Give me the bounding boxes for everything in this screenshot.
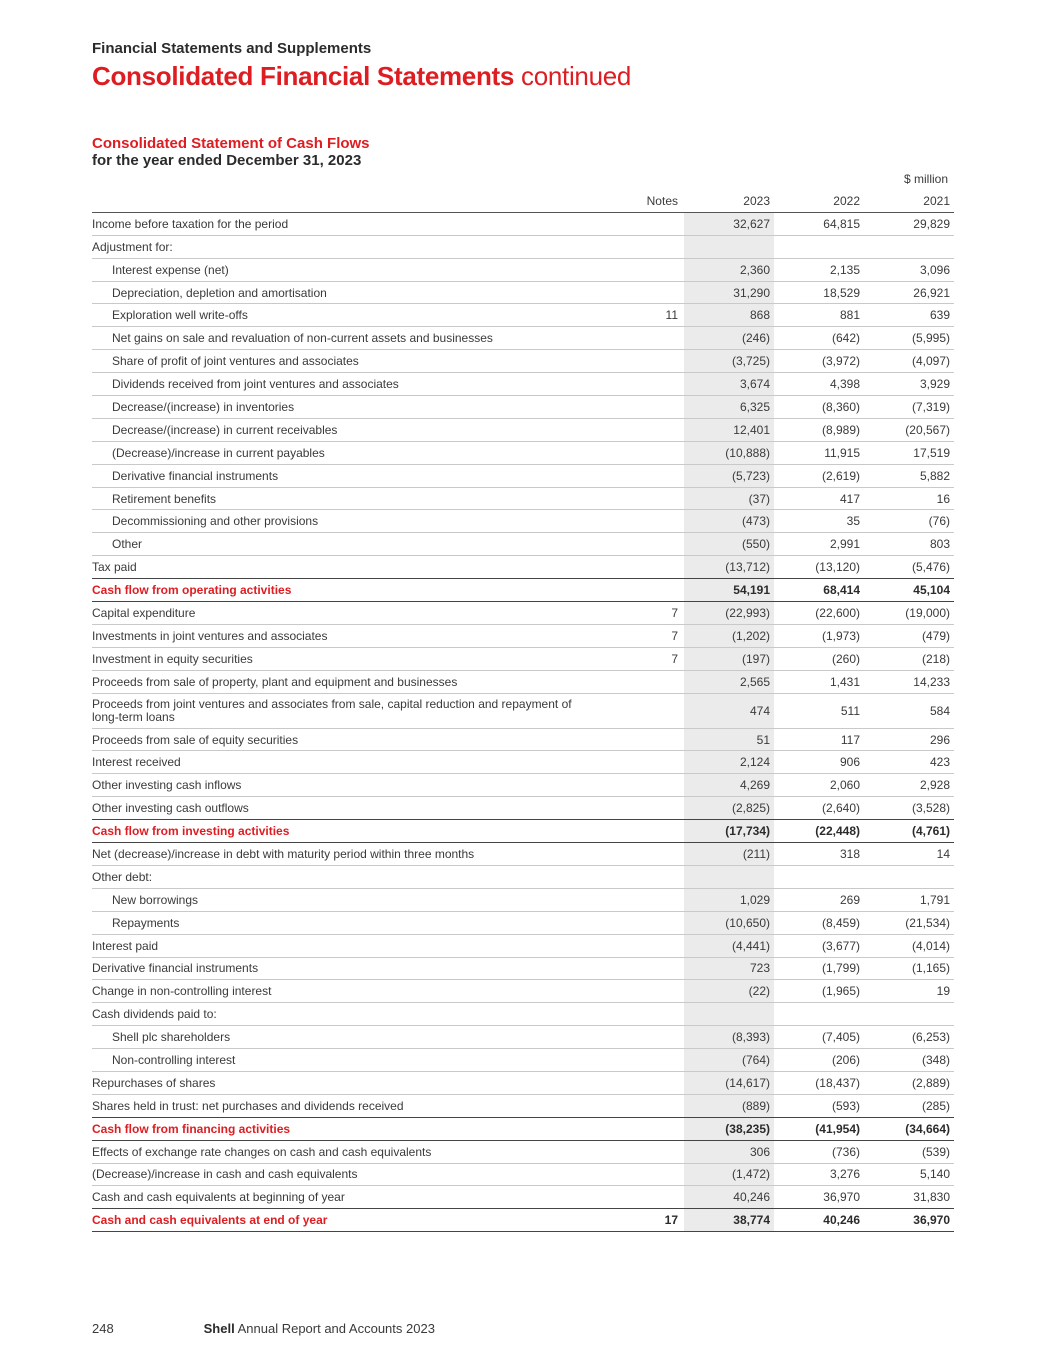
row-value-2021: 3,929 (864, 373, 954, 396)
row-value-2023: 2,124 (684, 751, 774, 774)
table-row (92, 693, 954, 728)
row-label: Cash flow from investing activities (92, 820, 582, 843)
row-value-2022: (13,120) (774, 556, 864, 579)
row-value-2021: 26,921 (864, 281, 954, 304)
table-row (92, 1094, 954, 1117)
row-notes (582, 1140, 684, 1163)
row-value-2023: (13,712) (684, 556, 774, 579)
table-row (92, 1071, 954, 1094)
row-value-2021 (864, 865, 954, 888)
row-notes (582, 1163, 684, 1186)
report-name: Annual Report and Accounts 2023 (237, 1321, 435, 1336)
row-notes (582, 797, 684, 820)
row-value-2023: (38,235) (684, 1117, 774, 1140)
row-value-2023: (10,888) (684, 441, 774, 464)
row-value-2022: (1,799) (774, 957, 864, 980)
row-value-2023: 3,674 (684, 373, 774, 396)
row-value-2022: 11,915 (774, 441, 864, 464)
row-label: Interest expense (net) (92, 258, 582, 281)
row-value-2022: 881 (774, 304, 864, 327)
table-row (92, 728, 954, 751)
row-label: Depreciation, depletion and amortisation (92, 281, 582, 304)
row-value-2023 (684, 1003, 774, 1026)
row-notes (582, 441, 684, 464)
table-row (92, 670, 954, 693)
total-row (92, 579, 954, 602)
row-value-2022: 18,529 (774, 281, 864, 304)
row-value-2021: 584 (864, 693, 954, 728)
table-header-row (92, 190, 954, 212)
row-value-2021: (1,165) (864, 957, 954, 980)
row-label: Decommissioning and other provisions (92, 510, 582, 533)
row-value-2023: 2,565 (684, 670, 774, 693)
row-label: Decrease/(increase) in current receivables (92, 418, 582, 441)
row-label: Interest received (92, 751, 582, 774)
row-value-2022: (2,619) (774, 464, 864, 487)
row-label: Derivative financial instruments (92, 464, 582, 487)
table-row (92, 304, 954, 327)
row-value-2021: (2,889) (864, 1071, 954, 1094)
row-value-2021 (864, 1003, 954, 1026)
row-value-2021: (6,253) (864, 1026, 954, 1049)
row-notes (582, 327, 684, 350)
total-row (92, 820, 954, 843)
table-row (92, 373, 954, 396)
page-footer (92, 1321, 435, 1336)
table-row (92, 797, 954, 820)
row-notes: 7 (582, 602, 684, 625)
table-row (92, 212, 954, 235)
row-value-2022: (3,677) (774, 934, 864, 957)
row-value-2021: (218) (864, 647, 954, 670)
row-value-2023: 2,360 (684, 258, 774, 281)
row-value-2023: (22,993) (684, 602, 774, 625)
row-value-2021: (3,528) (864, 797, 954, 820)
row-value-2022: (7,405) (774, 1026, 864, 1049)
table-row (92, 327, 954, 350)
row-label: Cash and cash equivalents at beginning of year (92, 1186, 582, 1209)
row-value-2022: (642) (774, 327, 864, 350)
row-value-2021: 31,830 (864, 1186, 954, 1209)
row-value-2022: 117 (774, 728, 864, 751)
table-row (92, 441, 954, 464)
row-value-2022: 35 (774, 510, 864, 533)
row-value-2022: 40,246 (774, 1209, 864, 1232)
row-value-2023: (14,617) (684, 1071, 774, 1094)
row-value-2023: (37) (684, 487, 774, 510)
row-value-2023: (473) (684, 510, 774, 533)
row-notes (582, 1003, 684, 1026)
row-value-2022: (8,459) (774, 911, 864, 934)
table-row (92, 487, 954, 510)
row-notes (582, 373, 684, 396)
row-value-2022: (2,640) (774, 797, 864, 820)
row-value-2021: (21,534) (864, 911, 954, 934)
row-value-2023: (764) (684, 1049, 774, 1072)
row-notes (582, 510, 684, 533)
row-notes (582, 751, 684, 774)
row-value-2022: 2,135 (774, 258, 864, 281)
row-value-2022: (3,972) (774, 350, 864, 373)
row-notes (582, 820, 684, 843)
table-row (92, 774, 954, 797)
row-label: Proceeds from sale of property, plant and equipment and businesses (92, 670, 582, 693)
row-value-2023 (684, 235, 774, 258)
row-value-2022: 906 (774, 751, 864, 774)
table-row (92, 934, 954, 957)
row-value-2023: 474 (684, 693, 774, 728)
row-value-2021: 803 (864, 533, 954, 556)
row-value-2023: (5,723) (684, 464, 774, 487)
row-value-2023: 868 (684, 304, 774, 327)
row-value-2022: 36,970 (774, 1186, 864, 1209)
row-notes (582, 865, 684, 888)
row-notes (582, 1071, 684, 1094)
row-value-2023: (1,472) (684, 1163, 774, 1186)
row-value-2022 (774, 865, 864, 888)
row-value-2023: (550) (684, 533, 774, 556)
row-notes: 7 (582, 647, 684, 670)
row-value-2022: 68,414 (774, 579, 864, 602)
row-value-2022: 3,276 (774, 1163, 864, 1186)
row-value-2023: (246) (684, 327, 774, 350)
row-value-2022: 1,431 (774, 670, 864, 693)
row-label: Effects of exchange rate changes on cash and cash equivalents (92, 1140, 582, 1163)
header-2023: 2023 (684, 190, 774, 212)
row-notes (582, 533, 684, 556)
row-label: Share of profit of joint ventures and associates (92, 350, 582, 373)
row-notes (582, 235, 684, 258)
row-value-2023: 4,269 (684, 774, 774, 797)
units-label: $ million (903, 172, 948, 186)
row-label: Proceeds from sale of equity securities (92, 728, 582, 751)
row-value-2021: (348) (864, 1049, 954, 1072)
row-value-2021: 5,140 (864, 1163, 954, 1186)
row-value-2021: (34,664) (864, 1117, 954, 1140)
table-row (92, 1140, 954, 1163)
row-notes: 11 (582, 304, 684, 327)
row-notes (582, 350, 684, 373)
row-value-2023: (2,825) (684, 797, 774, 820)
row-value-2023: (211) (684, 843, 774, 866)
table-row (92, 281, 954, 304)
table-row (92, 1003, 954, 1026)
row-value-2023: 32,627 (684, 212, 774, 235)
brand-name: Shell (203, 1321, 235, 1336)
row-value-2022: 4,398 (774, 373, 864, 396)
statement-heading (92, 135, 370, 169)
row-value-2021: (4,014) (864, 934, 954, 957)
row-label: Other investing cash outflows (92, 797, 582, 820)
table-row (92, 888, 954, 911)
row-value-2022: 2,060 (774, 774, 864, 797)
page-header (92, 40, 631, 92)
row-value-2022: (18,437) (774, 1071, 864, 1094)
table-row (92, 418, 954, 441)
row-value-2023: 12,401 (684, 418, 774, 441)
row-value-2022: 64,815 (774, 212, 864, 235)
row-label: Investment in equity securities (92, 647, 582, 670)
row-notes (582, 1026, 684, 1049)
row-label: Cash flow from operating activities (92, 579, 582, 602)
row-label: Shell plc shareholders (92, 1026, 582, 1049)
table-row (92, 235, 954, 258)
row-value-2023: 1,029 (684, 888, 774, 911)
table-row (92, 911, 954, 934)
row-label: Net gains on sale and revaluation of non-current assets and businesses (92, 327, 582, 350)
page-title-suffix: continued (521, 61, 632, 91)
table-row (92, 980, 954, 1003)
row-notes (582, 843, 684, 866)
row-notes (582, 693, 684, 728)
page-number: 248 (92, 1321, 114, 1336)
cash-flow-table (92, 190, 954, 1232)
row-label: Dividends received from joint ventures and associates (92, 373, 582, 396)
row-label: Shares held in trust: net purchases and dividends received (92, 1094, 582, 1117)
row-value-2021: (4,761) (864, 820, 954, 843)
row-value-2021: 14 (864, 843, 954, 866)
row-value-2022: 511 (774, 693, 864, 728)
row-value-2021: 5,882 (864, 464, 954, 487)
total-row (92, 1117, 954, 1140)
row-value-2022 (774, 235, 864, 258)
row-label: Non-controlling interest (92, 1049, 582, 1072)
row-value-2022: (22,600) (774, 602, 864, 625)
table-row (92, 1163, 954, 1186)
table-row (92, 350, 954, 373)
row-label: Other investing cash inflows (92, 774, 582, 797)
row-value-2021: (5,995) (864, 327, 954, 350)
table-row (92, 258, 954, 281)
row-label: Derivative financial instruments (92, 957, 582, 980)
row-notes (582, 418, 684, 441)
row-value-2022: (1,973) (774, 624, 864, 647)
row-label: Adjustment for: (92, 235, 582, 258)
table-row (92, 843, 954, 866)
header-label (92, 190, 582, 212)
row-label: Repurchases of shares (92, 1071, 582, 1094)
row-value-2022: 2,991 (774, 533, 864, 556)
row-value-2023: 54,191 (684, 579, 774, 602)
row-label: Investments in joint ventures and associates (92, 624, 582, 647)
row-notes (582, 258, 684, 281)
row-label: Cash dividends paid to: (92, 1003, 582, 1026)
table-row (92, 624, 954, 647)
row-notes (582, 1049, 684, 1072)
row-notes (582, 1094, 684, 1117)
row-value-2021: 14,233 (864, 670, 954, 693)
row-notes (582, 980, 684, 1003)
section-label: Financial Statements and Supplements (92, 40, 372, 57)
row-notes (582, 911, 684, 934)
row-value-2022: 318 (774, 843, 864, 866)
row-label: (Decrease)/increase in current payables (92, 441, 582, 464)
row-value-2021: (76) (864, 510, 954, 533)
row-label: Capital expenditure (92, 602, 582, 625)
row-label: Other (92, 533, 582, 556)
row-notes (582, 556, 684, 579)
row-value-2022: (206) (774, 1049, 864, 1072)
row-value-2021: 29,829 (864, 212, 954, 235)
row-value-2021: (479) (864, 624, 954, 647)
row-value-2023: (17,734) (684, 820, 774, 843)
row-notes: 7 (582, 624, 684, 647)
table-row (92, 1186, 954, 1209)
row-notes (582, 487, 684, 510)
row-label: Interest paid (92, 934, 582, 957)
row-label: Net (decrease)/increase in debt with maturity period within three months (92, 843, 582, 866)
row-value-2023: (22) (684, 980, 774, 1003)
row-value-2021: 45,104 (864, 579, 954, 602)
row-value-2021 (864, 235, 954, 258)
table-row (92, 464, 954, 487)
row-label: Income before taxation for the period (92, 212, 582, 235)
row-value-2021: 36,970 (864, 1209, 954, 1232)
statement-title: Consolidated Statement of Cash Flows (92, 135, 370, 152)
row-notes (582, 464, 684, 487)
table-row (92, 396, 954, 419)
page-title (92, 61, 631, 92)
row-value-2023: 723 (684, 957, 774, 980)
row-value-2022: 417 (774, 487, 864, 510)
row-value-2023: (889) (684, 1094, 774, 1117)
row-value-2021: 1,791 (864, 888, 954, 911)
row-notes (582, 934, 684, 957)
row-label: Decrease/(increase) in inventories (92, 396, 582, 419)
row-value-2021: 2,928 (864, 774, 954, 797)
row-value-2021: 296 (864, 728, 954, 751)
row-value-2022: (260) (774, 647, 864, 670)
row-value-2021: (7,319) (864, 396, 954, 419)
row-notes (582, 728, 684, 751)
row-value-2023: (4,441) (684, 934, 774, 957)
row-label: Repayments (92, 911, 582, 934)
table-row (92, 647, 954, 670)
row-notes (582, 579, 684, 602)
row-value-2021: 423 (864, 751, 954, 774)
row-label: Tax paid (92, 556, 582, 579)
row-value-2023: 40,246 (684, 1186, 774, 1209)
table-row (92, 865, 954, 888)
table-row (92, 1026, 954, 1049)
row-value-2021: 639 (864, 304, 954, 327)
row-label: (Decrease)/increase in cash and cash equivalents (92, 1163, 582, 1186)
row-value-2022: (1,965) (774, 980, 864, 1003)
table-row (92, 556, 954, 579)
header-2021: 2021 (864, 190, 954, 212)
row-value-2021: 3,096 (864, 258, 954, 281)
row-value-2023: 6,325 (684, 396, 774, 419)
row-value-2021: (285) (864, 1094, 954, 1117)
table-row (92, 510, 954, 533)
row-value-2023: 51 (684, 728, 774, 751)
row-value-2021: (20,567) (864, 418, 954, 441)
table-row (92, 602, 954, 625)
row-value-2023: (197) (684, 647, 774, 670)
row-value-2021: (19,000) (864, 602, 954, 625)
row-value-2023: 306 (684, 1140, 774, 1163)
row-value-2022: (8,989) (774, 418, 864, 441)
row-notes (582, 670, 684, 693)
row-value-2022 (774, 1003, 864, 1026)
row-value-2022: (22,448) (774, 820, 864, 843)
row-value-2021: (4,097) (864, 350, 954, 373)
row-label: Retirement benefits (92, 487, 582, 510)
row-value-2021: 17,519 (864, 441, 954, 464)
page-title-main: Consolidated Financial Statements (92, 61, 515, 91)
table-row (92, 957, 954, 980)
row-value-2023: (3,725) (684, 350, 774, 373)
row-notes: 17 (582, 1209, 684, 1232)
row-notes (582, 1117, 684, 1140)
row-label: Other debt: (92, 865, 582, 888)
row-notes (582, 212, 684, 235)
table-row (92, 1049, 954, 1072)
row-value-2021: 16 (864, 487, 954, 510)
row-value-2022: (736) (774, 1140, 864, 1163)
row-notes (582, 281, 684, 304)
row-notes (582, 888, 684, 911)
row-value-2023: (1,202) (684, 624, 774, 647)
row-value-2023: (10,650) (684, 911, 774, 934)
row-notes (582, 1186, 684, 1209)
row-notes (582, 774, 684, 797)
row-value-2022: (8,360) (774, 396, 864, 419)
row-value-2022: 269 (774, 888, 864, 911)
row-label: New borrowings (92, 888, 582, 911)
row-value-2023: (8,393) (684, 1026, 774, 1049)
row-notes (582, 957, 684, 980)
header-notes: Notes (582, 190, 684, 212)
row-notes (582, 396, 684, 419)
row-value-2023: 38,774 (684, 1209, 774, 1232)
table-row (92, 751, 954, 774)
row-value-2022: (41,954) (774, 1117, 864, 1140)
header-2022: 2022 (774, 190, 864, 212)
statement-subtitle: for the year ended December 31, 2023 (92, 152, 362, 169)
row-value-2022: (593) (774, 1094, 864, 1117)
row-value-2021: 19 (864, 980, 954, 1003)
row-value-2023 (684, 865, 774, 888)
row-value-2023: 31,290 (684, 281, 774, 304)
row-label: Exploration well write-offs (92, 304, 582, 327)
row-label: Change in non-controlling interest (92, 980, 582, 1003)
row-label (92, 693, 582, 728)
row-label-text: Proceeds from joint ventures and associates from sale, capital reduction and repayment of long-term loans (92, 696, 572, 724)
table-row (92, 533, 954, 556)
row-value-2021: (539) (864, 1140, 954, 1163)
row-label: Cash and cash equivalents at end of year (92, 1209, 582, 1232)
row-value-2021: (5,476) (864, 556, 954, 579)
total-row (92, 1209, 954, 1232)
row-label: Cash flow from financing activities (92, 1117, 582, 1140)
